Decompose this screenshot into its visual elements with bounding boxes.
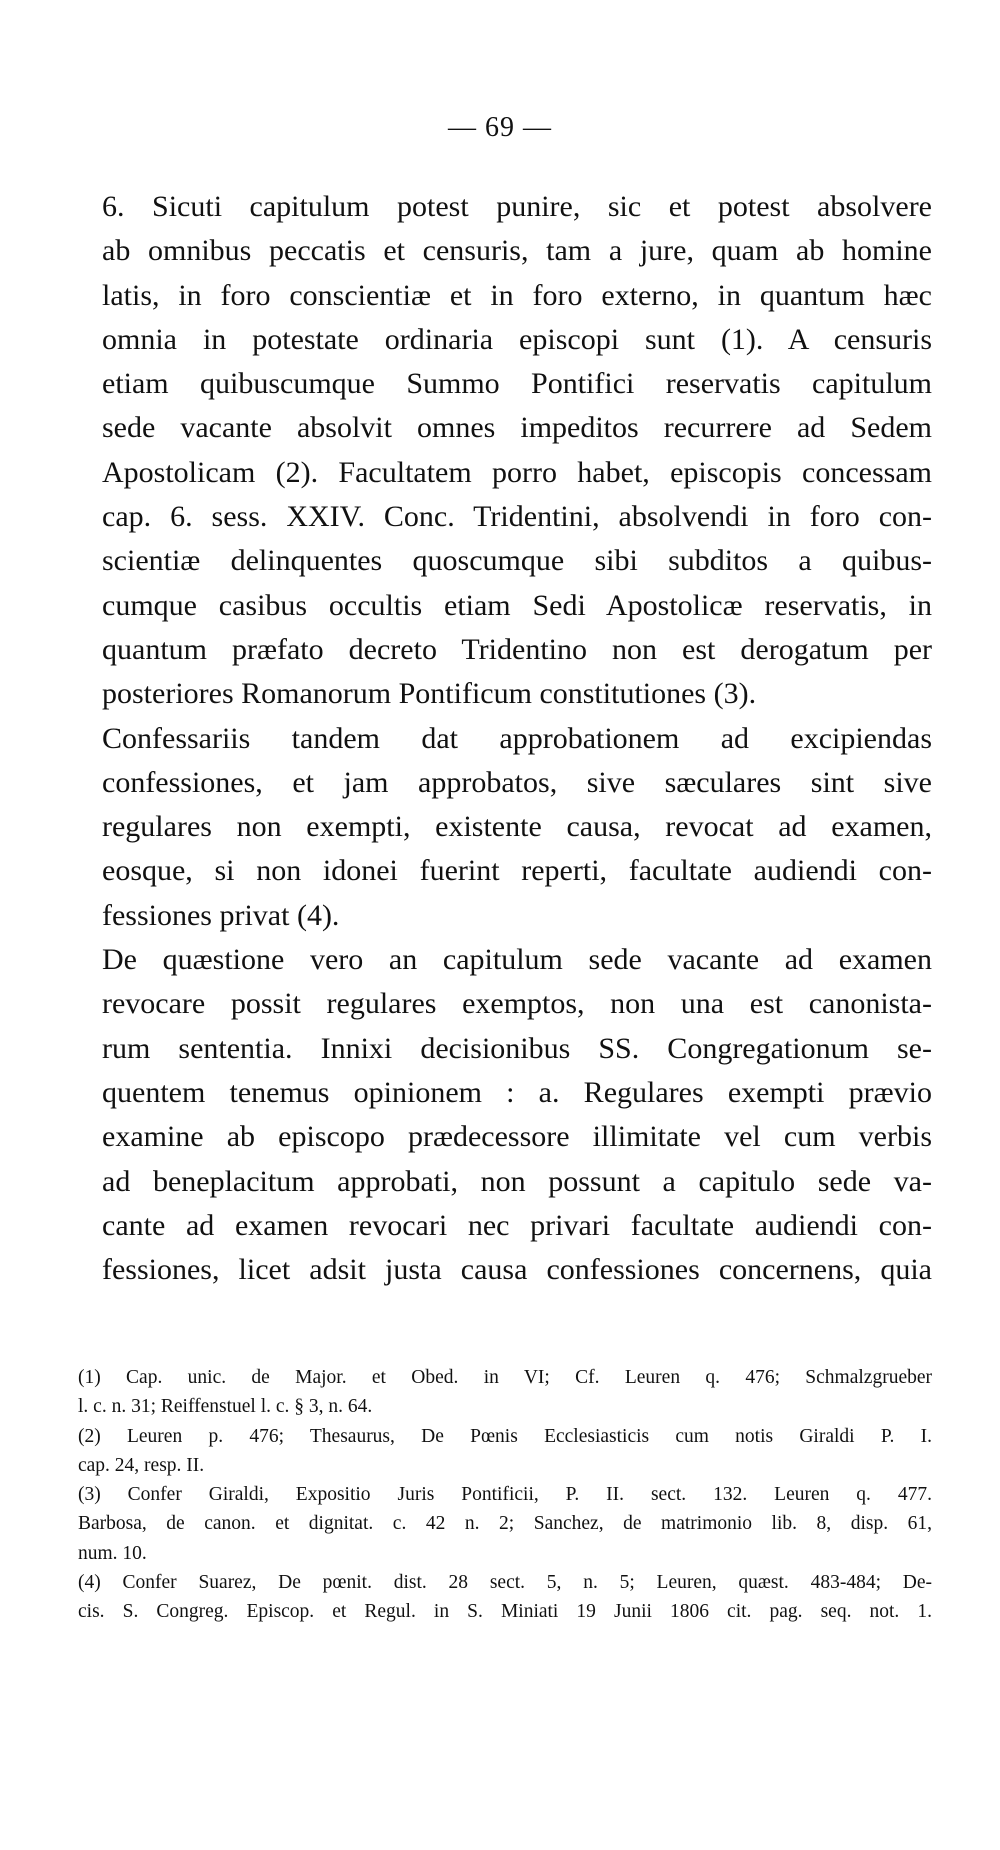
footnote	[68, 1480, 932, 1568]
text-line: eosque, si non idonei fuerint reperti, facultate audiendi con-	[102, 854, 932, 888]
text-line: Apostolicam (2). Facultatem porro habet, episcopis concessam	[102, 455, 932, 489]
footnote	[68, 1363, 932, 1422]
footnote	[68, 1568, 932, 1627]
text-line: regulares non exempti, existente causa, revocat ad examen,	[102, 810, 932, 844]
paragraph	[68, 717, 932, 938]
text-line: ad beneplacitum approbati, non possunt a capitulo sede va-	[102, 1164, 932, 1198]
footnote-line: (2) Leuren p. 476; Thesaurus, De Pœnis Ecclesiasticis cum notis Giraldi P. I.	[78, 1425, 932, 1447]
footnote-line: num. 10.	[78, 1542, 147, 1564]
footnote-line: cis. S. Congreg. Episcop. et Regul. in S. Miniati 19 Junii 1806 cit. pag. seq. not. 1.	[78, 1601, 932, 1623]
text-line: ab omnibus peccatis et censuris, tam a jure, quam ab homine	[102, 234, 932, 268]
text-line: posteriores Romanorum Pontificum constitutiones (3).	[102, 677, 757, 711]
footnote-line: (3) Confer Giraldi, Expositio Juris Pontificii, P. II. sect. 132. Leuren q. 477.	[78, 1484, 932, 1506]
paragraph	[68, 938, 932, 1292]
text-line: rum sententia. Innixi decisionibus SS. Congregationum se-	[102, 1031, 932, 1065]
text-line: cap. 6. sess. XXIV. Conc. Tridentini, absolvendi in foro con-	[102, 500, 932, 534]
text-line: scientiæ delinquentes quoscumque sibi subditos a quibus-	[102, 544, 932, 578]
text-line: De quæstione vero an capitulum sede vacante ad examen	[102, 943, 932, 977]
text-line: etiam quibuscumque Summo Pontifici reservatis capitulum	[102, 367, 932, 401]
footnote-line: (4) Confer Suarez, De pœnit. dist. 28 sect. 5, n. 5; Leuren, quæst. 483-484; De-	[78, 1572, 932, 1594]
text-line: quantum præfato decreto Tridentino non est derogatum per	[102, 632, 932, 666]
main-text	[68, 185, 932, 1292]
page-number: — 69 —	[448, 112, 552, 143]
text-line: omnia in potestate ordinaria episcopi sunt (1). A censuris	[102, 322, 932, 356]
footnote-line: cap. 24, resp. II.	[78, 1454, 205, 1476]
footnote	[68, 1422, 932, 1481]
paragraph	[68, 185, 932, 717]
footnote-line: l. c. n. 31; Reiffenstuel l. c. § 3, n. 64.	[78, 1396, 373, 1418]
text-line: latis, in foro conscientiæ et in foro externo, in quantum hæc	[102, 278, 932, 312]
text-line: revocare possit regulares exemptos, non una est canonista-	[102, 987, 932, 1021]
text-line: Confessariis tandem dat approbationem ad excipiendas	[102, 721, 932, 755]
text-line: cante ad examen revocari nec privari facultate audiendi con-	[102, 1208, 932, 1242]
footnotes	[68, 1363, 932, 1627]
text-line: fessiones, licet adsit justa causa confessiones concernens, quia	[102, 1253, 932, 1287]
text-line: cumque casibus occultis etiam Sedi Apostolicæ reservatis, in	[102, 588, 932, 622]
text-line: quentem tenemus opinionem : a. Regulares exempti prævio	[102, 1075, 932, 1109]
text-line: fessiones privat (4).	[102, 898, 340, 932]
footnote-line: Barbosa, de canon. et dignitat. c. 42 n. 2; Sanchez, de matrimonio lib. 8, disp. 61,	[78, 1513, 932, 1535]
text-line: examine ab episcopo prædecessore illimitate vel cum verbis	[102, 1120, 932, 1154]
text-line: confessiones, et jam approbatos, sive sæculares sint sive	[102, 765, 932, 799]
footnote-line: (1) Cap. unic. de Major. et Obed. in VI; Cf. Leuren q. 476; Schmalzgrueber	[78, 1367, 932, 1388]
text-line: sede vacante absolvit omnes impeditos recurrere ad Sedem	[102, 411, 932, 445]
text-line: 6. Sicuti capitulum potest punire, sic et potest absolvere	[102, 190, 932, 223]
